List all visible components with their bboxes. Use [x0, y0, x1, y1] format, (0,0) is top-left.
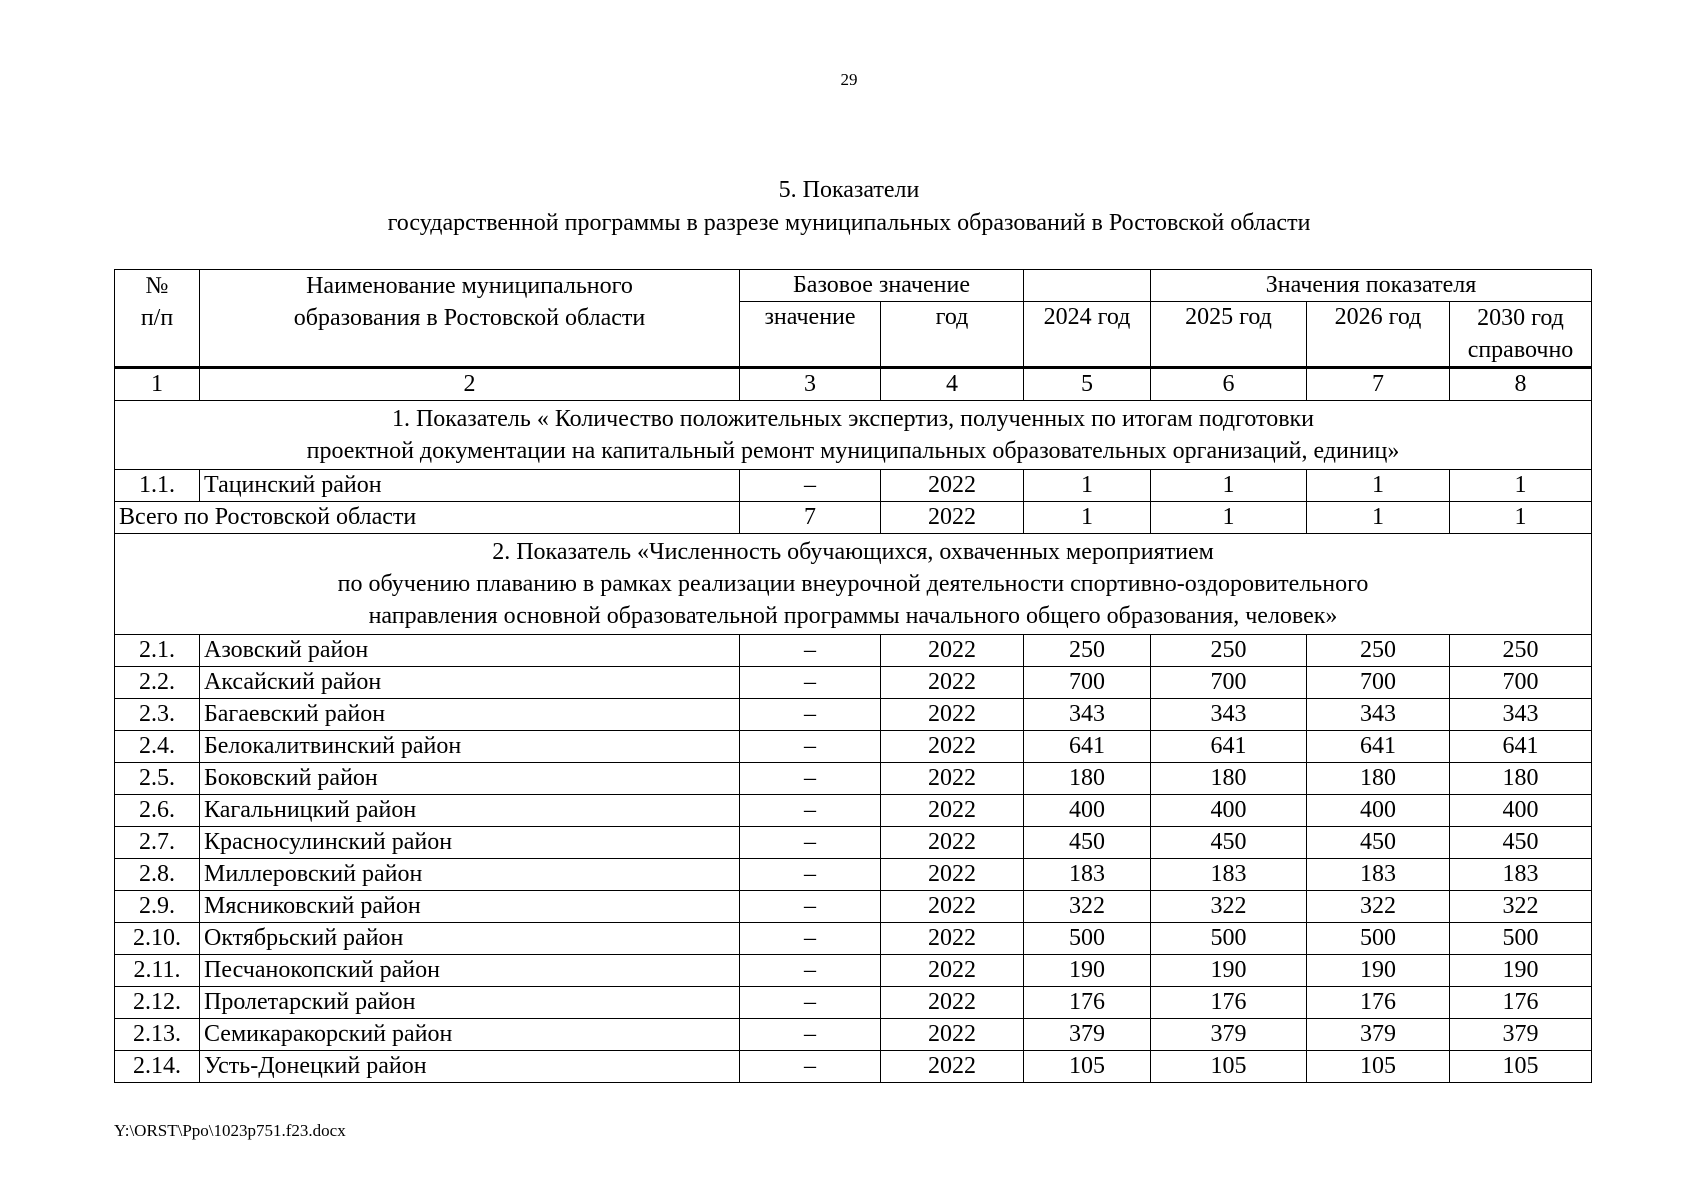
row-2026: 343	[1307, 699, 1450, 731]
column-number: 3	[740, 368, 881, 401]
section-2-title-line2: по обучению плаванию в рамках реализации внеурочной деятельности спортивно-оздоровительного	[337, 571, 1369, 597]
title-line-2: государственной программы в разрезе муниципальных образований в Ростовской области	[387, 210, 1311, 236]
row-name: Песчанокопский район	[200, 955, 740, 987]
table-row	[115, 987, 1592, 1019]
section-2-title	[115, 534, 1592, 635]
row-2026: 180	[1307, 763, 1450, 795]
row-year: 2022	[881, 1019, 1024, 1051]
row-2024: 250	[1024, 635, 1151, 667]
document-title	[0, 174, 1698, 240]
row-year: 2022	[881, 635, 1024, 667]
header-2024: 2024 год	[1024, 302, 1151, 368]
row-2025: 500	[1151, 923, 1307, 955]
row-2024: 700	[1024, 667, 1151, 699]
row-2026: 1	[1307, 470, 1450, 502]
row-2030: 400	[1450, 795, 1592, 827]
row-year: 2022	[881, 955, 1024, 987]
row-2030: 500	[1450, 923, 1592, 955]
row-year: 2022	[881, 470, 1024, 502]
table-row	[115, 470, 1592, 502]
section-1-title-line2: проектной документации на капитальный ремонт муниципальных образовательных организаций, единиц»	[306, 438, 1400, 464]
row-name: Белокалитвинский район	[200, 731, 740, 763]
row-base-value: –	[740, 955, 881, 987]
header-name-line1: Наименование муниципального	[306, 273, 633, 299]
section-2-header-row	[115, 534, 1592, 635]
row-num: 2.14.	[115, 1051, 200, 1083]
row-name: Октябрьский район	[200, 923, 740, 955]
table-row	[115, 731, 1592, 763]
row-2025: 700	[1151, 667, 1307, 699]
row-2026: 190	[1307, 955, 1450, 987]
column-number: 5	[1024, 368, 1151, 401]
row-2030: 180	[1450, 763, 1592, 795]
row-2030: 190	[1450, 955, 1592, 987]
row-2026: 641	[1307, 731, 1450, 763]
row-num: 2.4.	[115, 731, 200, 763]
row-2025: 400	[1151, 795, 1307, 827]
row-2026: 500	[1307, 923, 1450, 955]
table-body	[115, 368, 1592, 635]
row-num: 2.12.	[115, 987, 200, 1019]
row-2025: 322	[1151, 891, 1307, 923]
row-name: Пролетарский район	[200, 987, 740, 1019]
row-2025: 1	[1151, 470, 1307, 502]
total-year: 2022	[881, 502, 1024, 534]
header-base-year: год	[881, 302, 1024, 368]
row-base-value: –	[740, 699, 881, 731]
row-year: 2022	[881, 795, 1024, 827]
row-num: 2.11.	[115, 955, 200, 987]
column-numbers-row	[115, 368, 1592, 401]
header-num-line2: п/п	[140, 305, 174, 331]
row-2026: 450	[1307, 827, 1450, 859]
header-2025: 2025 год	[1151, 302, 1307, 368]
total-base-value: 7	[740, 502, 881, 534]
row-2024: 322	[1024, 891, 1151, 923]
row-name: Азовский район	[200, 635, 740, 667]
row-name: Боковский район	[200, 763, 740, 795]
row-2026: 400	[1307, 795, 1450, 827]
row-year: 2022	[881, 699, 1024, 731]
header-2030-line1: 2030 год	[1477, 305, 1564, 331]
row-2030: 322	[1450, 891, 1592, 923]
row-num: 2.1.	[115, 635, 200, 667]
row-2024: 190	[1024, 955, 1151, 987]
row-num: 2.9.	[115, 891, 200, 923]
row-2025: 343	[1151, 699, 1307, 731]
row-base-value: –	[740, 891, 881, 923]
row-name: Кагальницкий район	[200, 795, 740, 827]
row-base-value: –	[740, 667, 881, 699]
row-2030: 1	[1450, 470, 1592, 502]
row-2030: 105	[1450, 1051, 1592, 1083]
row-year: 2022	[881, 731, 1024, 763]
table-row	[115, 1019, 1592, 1051]
row-year: 2022	[881, 667, 1024, 699]
row-2024: 105	[1024, 1051, 1151, 1083]
table-row	[115, 827, 1592, 859]
row-2026: 379	[1307, 1019, 1450, 1051]
row-year: 2022	[881, 891, 1024, 923]
row-2030: 343	[1450, 699, 1592, 731]
row-num: 2.5.	[115, 763, 200, 795]
section-1-title	[115, 401, 1592, 470]
header-name	[200, 270, 740, 368]
table-row	[115, 891, 1592, 923]
row-2024: 343	[1024, 699, 1151, 731]
row-num: 2.3.	[115, 699, 200, 731]
total-label: Всего по Ростовской области	[115, 502, 740, 534]
row-num: 2.13.	[115, 1019, 200, 1051]
row-2026: 105	[1307, 1051, 1450, 1083]
column-number: 2	[200, 368, 740, 401]
row-2026: 250	[1307, 635, 1450, 667]
row-year: 2022	[881, 763, 1024, 795]
row-num: 2.7.	[115, 827, 200, 859]
row-2025: 180	[1151, 763, 1307, 795]
row-2024: 183	[1024, 859, 1151, 891]
row-2024: 379	[1024, 1019, 1151, 1051]
table-row	[115, 1051, 1592, 1083]
row-2025: 250	[1151, 635, 1307, 667]
row-name: Красносулинский район	[200, 827, 740, 859]
row-2030: 176	[1450, 987, 1592, 1019]
column-number: 1	[115, 368, 200, 401]
table-row	[115, 699, 1592, 731]
section-2-title-line1: 2. Показатель «Численность обучающихся, охваченных мероприятием	[492, 539, 1214, 565]
row-2026: 183	[1307, 859, 1450, 891]
header-empty	[1024, 270, 1151, 302]
table-row	[115, 795, 1592, 827]
row-2026: 700	[1307, 667, 1450, 699]
row-2030: 450	[1450, 827, 1592, 859]
total-2026: 1	[1307, 502, 1450, 534]
row-2030: 379	[1450, 1019, 1592, 1051]
header-num-line1: №	[145, 273, 169, 299]
row-year: 2022	[881, 1051, 1024, 1083]
table-row	[115, 763, 1592, 795]
row-name: Миллеровский район	[200, 859, 740, 891]
row-2025: 379	[1151, 1019, 1307, 1051]
row-name: Тацинский район	[200, 470, 740, 502]
section-2-rows	[115, 635, 1592, 1083]
table-row	[115, 955, 1592, 987]
header-2026: 2026 год	[1307, 302, 1450, 368]
row-2024: 641	[1024, 731, 1151, 763]
total-row	[115, 502, 1592, 534]
header-num	[115, 270, 200, 368]
row-2025: 183	[1151, 859, 1307, 891]
table-row	[115, 859, 1592, 891]
row-2025: 190	[1151, 955, 1307, 987]
row-year: 2022	[881, 987, 1024, 1019]
header-2030	[1450, 302, 1592, 368]
row-2024: 400	[1024, 795, 1151, 827]
row-base-value: –	[740, 859, 881, 891]
table-row	[115, 923, 1592, 955]
row-num: 1.1.	[115, 470, 200, 502]
row-2030: 700	[1450, 667, 1592, 699]
row-2030: 641	[1450, 731, 1592, 763]
column-number: 4	[881, 368, 1024, 401]
row-name: Усть-Донецкий район	[200, 1051, 740, 1083]
table-row	[115, 667, 1592, 699]
row-base-value: –	[740, 827, 881, 859]
row-2030: 183	[1450, 859, 1592, 891]
section-1-title-line1: 1. Показатель « Количество положительных экспертиз, полученных по итогам подготовки	[391, 406, 1315, 432]
row-name: Семикаракорский район	[200, 1019, 740, 1051]
column-number: 7	[1307, 368, 1450, 401]
row-2024: 1	[1024, 470, 1151, 502]
header-base-value: значение	[740, 302, 881, 368]
column-number: 6	[1151, 368, 1307, 401]
row-num: 2.6.	[115, 795, 200, 827]
row-2030: 250	[1450, 635, 1592, 667]
section-1-header-row	[115, 401, 1592, 470]
row-2024: 500	[1024, 923, 1151, 955]
row-2026: 322	[1307, 891, 1450, 923]
header-values: Значения показателя	[1151, 270, 1592, 302]
table-row	[115, 635, 1592, 667]
row-base-value: –	[740, 470, 881, 502]
row-2025: 105	[1151, 1051, 1307, 1083]
row-2025: 641	[1151, 731, 1307, 763]
row-2026: 176	[1307, 987, 1450, 1019]
indicators-table	[114, 269, 1592, 1083]
row-year: 2022	[881, 827, 1024, 859]
row-num: 2.8.	[115, 859, 200, 891]
row-year: 2022	[881, 923, 1024, 955]
table-header	[115, 270, 1592, 368]
header-name-line2: образования в Ростовской области	[293, 305, 646, 331]
row-base-value: –	[740, 1019, 881, 1051]
column-number: 8	[1450, 368, 1592, 401]
row-name: Мясниковский район	[200, 891, 740, 923]
file-path: Y:\ORST\Ppo\1023p751.f23.docx	[114, 1121, 346, 1140]
row-2025: 450	[1151, 827, 1307, 859]
header-2030-line2: справочно	[1467, 337, 1574, 363]
total-2025: 1	[1151, 502, 1307, 534]
row-2024: 450	[1024, 827, 1151, 859]
header-base: Базовое значение	[740, 270, 1024, 302]
row-base-value: –	[740, 923, 881, 955]
row-base-value: –	[740, 763, 881, 795]
total-2030: 1	[1450, 502, 1592, 534]
row-base-value: –	[740, 731, 881, 763]
row-num: 2.2.	[115, 667, 200, 699]
row-2024: 180	[1024, 763, 1151, 795]
row-num: 2.10.	[115, 923, 200, 955]
row-base-value: –	[740, 987, 881, 1019]
title-line-1: 5. Показатели	[778, 177, 920, 203]
total-2024: 1	[1024, 502, 1151, 534]
row-base-value: –	[740, 795, 881, 827]
row-2024: 176	[1024, 987, 1151, 1019]
row-2025: 176	[1151, 987, 1307, 1019]
section-2-title-line3: направления основной образовательной программы начального общего образования, человек»	[368, 603, 1338, 629]
page-number: 29	[840, 70, 858, 89]
row-year: 2022	[881, 859, 1024, 891]
row-base-value: –	[740, 1051, 881, 1083]
row-name: Багаевский район	[200, 699, 740, 731]
row-base-value: –	[740, 635, 881, 667]
row-name: Аксайский район	[200, 667, 740, 699]
